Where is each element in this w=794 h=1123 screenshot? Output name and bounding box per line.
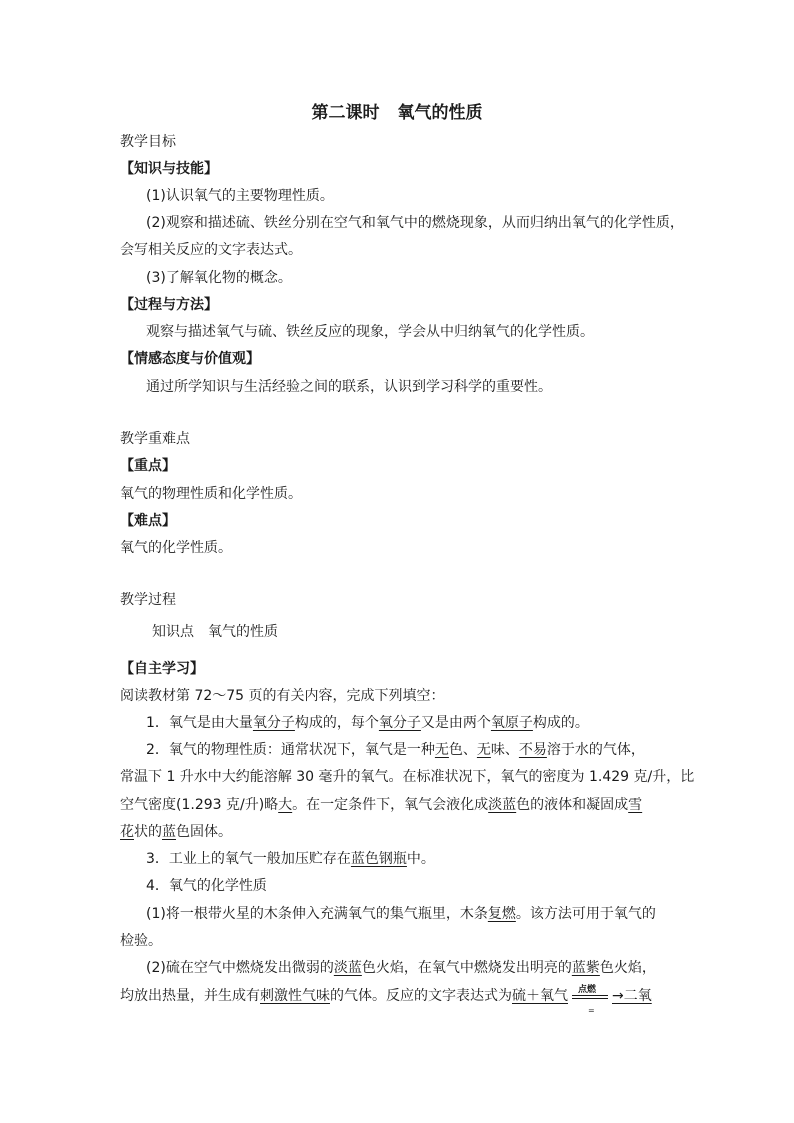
self-study-heading: 【自主学习】 <box>120 661 204 677</box>
process-heading: 教学过程 <box>120 592 176 608</box>
emotion-heading: 【情感态度与价值观】 <box>120 351 260 367</box>
question-2-line-3: 空气密度(1.293 克/升)略大。在一定条件下，氧气会液化成淡蓝色的液体和凝固成雪 <box>120 797 643 813</box>
page-title <box>0 98 794 123</box>
answer-blank: 蓝 <box>162 824 176 840</box>
question-2-line-2: 常温下 1 升水中大约能溶解 30 毫升的氧气。在标准状况下，氧气的密度为 1.429 克/升，比 <box>120 769 695 785</box>
title-part2: 氧气的性质 <box>397 103 483 123</box>
answer-blank: 刺激性气味 <box>260 988 330 1004</box>
answer-blank: 淡蓝 <box>488 797 517 813</box>
process-method-text: 观察与描述氧气与硫、铁丝反应的现象，学会从中归纳氧气的化学性质。 <box>146 324 594 340</box>
answer-blank: 氧分子 <box>378 715 421 731</box>
process-method-heading: 【过程与方法】 <box>120 297 218 313</box>
answer-blank: 淡蓝 <box>333 960 362 976</box>
answer-blank: 蓝紫 <box>571 960 600 976</box>
hard-point-heading: 【难点】 <box>120 513 176 529</box>
knowledge-point-line <box>152 622 708 642</box>
question-2: 2．氧气的物理性质：通常状况下，氧气是一种无色、无味、不易溶于水的气体， <box>146 742 645 758</box>
question-4-item-2: (2)硫在空气中燃烧发出微弱的淡蓝色火焰，在氧气中燃烧发出明亮的蓝紫色火焰， <box>146 960 656 976</box>
question-4-item-1-cont: 检验。 <box>120 933 162 949</box>
key-point-text: 氧气的物理性质和化学性质。 <box>120 486 302 502</box>
question-3: 3．工业上的氧气一般加压贮存在蓝色钢瓶中。 <box>146 851 435 867</box>
question-4-item-1: (1)将一根带火星的木条伸入充满氧气的集气瓶里，木条复燃。该方法可用于氧气的 <box>146 906 656 922</box>
answer-blank: 无 <box>434 742 449 758</box>
emotion-text: 通过所学知识与生活经验之间的联系，认识到学习科学的重要性。 <box>146 379 552 395</box>
title-part1: 第二课时 <box>311 103 380 123</box>
knowledge-heading: 【知识与技能】 <box>120 161 218 177</box>
answer-blank: 硫＋氧气 <box>512 988 568 1004</box>
condition-label: 点燃 <box>578 985 597 995</box>
answer-blank: 无 <box>476 742 491 758</box>
answer-blank: 花 <box>120 824 134 840</box>
reading-intro: 阅读教材第 72～75 页的有关内容，完成下列填空： <box>120 688 445 704</box>
knowledge-item-3: (3)了解氧化物的概念。 <box>146 270 292 286</box>
question-4-item-2-cont: 均放出热量，并生成有刺激性气味的气体。反应的文字表达式为硫＋氧气 点燃 = →二氧 <box>120 986 680 1006</box>
knowledge-item-2: (2)观察和描述硫、铁丝分别在空气和氧气中的燃烧现象，从而归纳出氧气的化学性质， <box>146 215 684 231</box>
question-1: 1．氧气是由大量氧分子构成的，每个氧分子又是由两个氧原子构成的。 <box>146 715 589 731</box>
answer-blank: 复燃 <box>487 906 516 922</box>
knowledge-item-1: (1)认识氧气的主要物理性质。 <box>146 188 334 204</box>
answer-blank: 氧原子 <box>490 715 533 731</box>
knowledge-point-title: 氧气的性质 <box>208 624 278 640</box>
answer-blank: →二氧 <box>612 988 652 1004</box>
difficulties-heading: 教学重难点 <box>120 431 190 447</box>
hard-point-text: 氧气的化学性质。 <box>120 540 232 556</box>
reaction-condition: 点燃 = <box>568 986 612 1006</box>
question-2-line-4: 花状的蓝色固体。 <box>120 824 232 840</box>
answer-blank: 氧分子 <box>252 715 295 731</box>
knowledge-item-2-cont: 会写相关反应的文字表达式。 <box>120 242 302 258</box>
answer-blank: 蓝色钢瓶 <box>350 851 407 867</box>
answer-blank: 大 <box>278 797 293 813</box>
key-point-heading: 【重点】 <box>120 458 176 474</box>
answer-blank: 不易 <box>518 742 547 758</box>
answer-blank: 雪 <box>628 797 643 813</box>
objectives-heading: 教学目标 <box>120 134 176 150</box>
question-4-heading: 4．氧气的化学性质 <box>146 878 267 894</box>
knowledge-point-label: 知识点 <box>152 624 194 640</box>
